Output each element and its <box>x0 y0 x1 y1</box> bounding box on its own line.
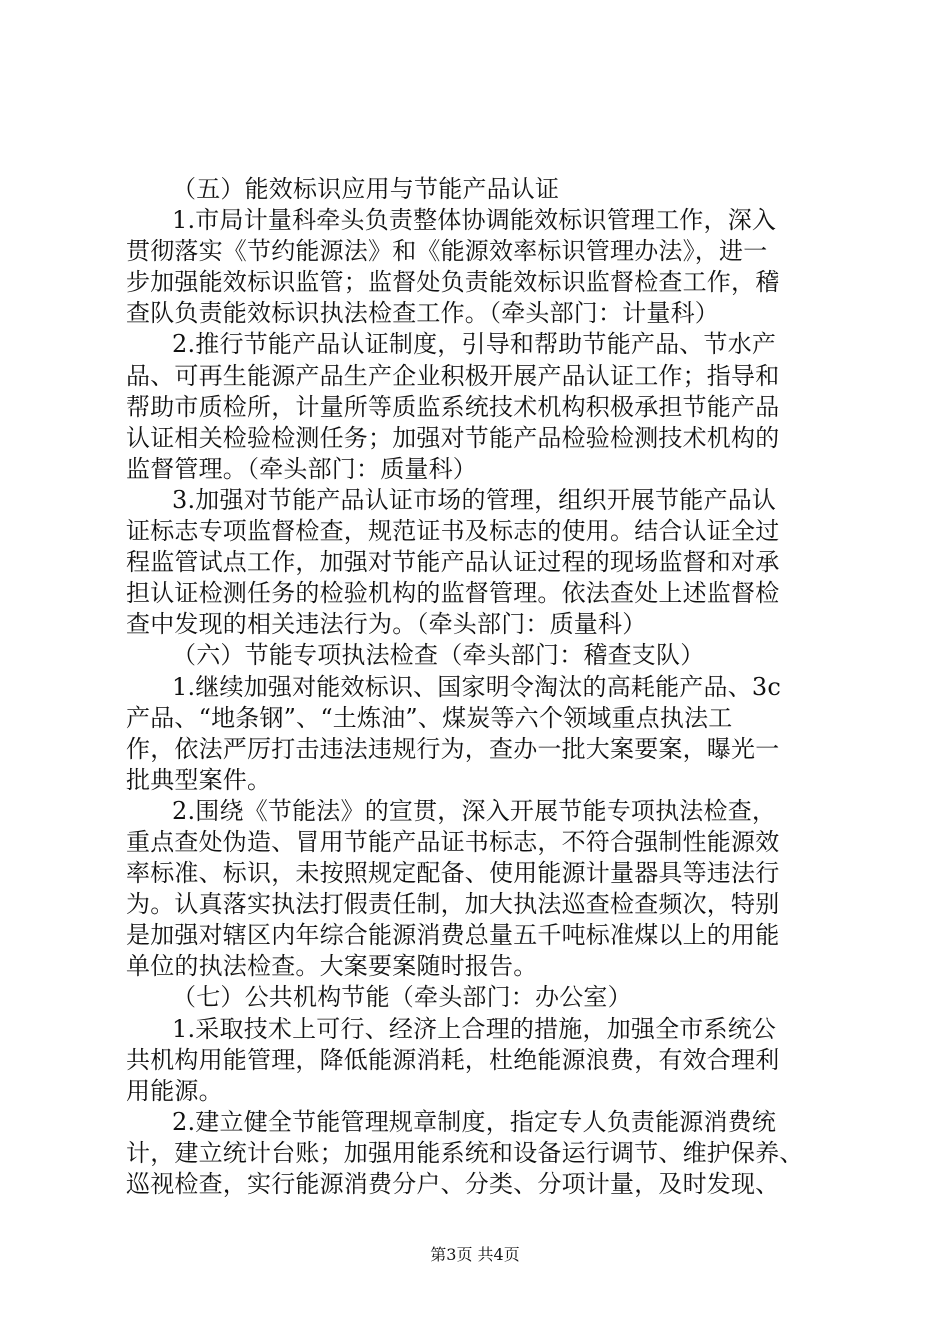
text-line: 贯彻落实《节约能源法》和《能源效率标识管理办法》，进一 <box>126 237 768 266</box>
text-line: 批典型案件。 <box>126 765 272 794</box>
text-line: （五）能效标识应用与节能产品认证 <box>172 175 560 203</box>
text-line: 监督管理。（牵头部门：质量科） <box>126 454 477 483</box>
text-line: 3.加强对节能产品认证市场的管理，组织开展节能产品认 <box>172 485 777 514</box>
text-line: 产品、“地条钢”、“土炼油”、煤炭等六个领域重点执法工 <box>126 703 733 732</box>
text-line: 巡视检查，实行能源消费分户、分类、分项计量，及时发现、 <box>126 1170 780 1198</box>
text-line: 认证相关检验检测任务；加强对节能产品检验检测技术机构的 <box>126 423 780 452</box>
text-line: 1.采取技术上可行、经济上合理的措施，加强全市系统公 <box>172 1014 777 1043</box>
text-line: 帮助市质检所，计量所等质监系统技术机构积极承担节能产品 <box>126 392 780 421</box>
text-line: 1.市局计量科牵头负责整体协调能效标识管理工作，深入 <box>172 206 777 235</box>
text-line: 为。认真落实执法打假责任制，加大执法巡查检查频次，特别 <box>126 890 780 919</box>
text-line: （七）公共机构节能（牵头部门：办公室） <box>172 983 632 1012</box>
text-line: 2.建立健全节能管理规章制度，指定专人负责能源消费统 <box>172 1107 777 1136</box>
text-line: 重点查处伪造、冒用节能产品证书标志，不符合强制性能源效 <box>126 827 780 856</box>
text-line: 品、可再生能源产品生产企业积极开展产品认证工作；指导和 <box>126 361 780 390</box>
text-line: 担认证检测任务的检验机构的监督管理。依法查处上述监督检 <box>126 579 780 608</box>
text-line: （六）节能专项执法检查（牵头部门：稽查支队） <box>172 641 705 670</box>
text-line: 单位的执法检查。大案要案随时报告。 <box>126 952 538 981</box>
text-line: 证标志专项监督检查，规范证书及标志的使用。结合认证全过 <box>126 517 780 546</box>
text-line: 用能源。 <box>126 1076 223 1105</box>
text-line: 2.推行节能产品认证制度，引导和帮助节能产品、节水产 <box>172 330 777 359</box>
text-line: 查队负责能效标识执法检查工作。（牵头部门：计量科） <box>126 299 719 328</box>
text-line: 程监管试点工作，加强对节能产品认证过程的现场监督和对承 <box>126 548 780 577</box>
text-line: 是加强对辖区内年综合能源消费总量五千吨标准煤以上的用能 <box>126 921 780 950</box>
document-body <box>126 174 832 1200</box>
text-line: 2.围绕《节能法》的宣贯，深入开展节能专项执法检查， <box>172 796 777 825</box>
text-line: 步加强能效标识监管；监督处负责能效标识监督检查工作，稽 <box>126 268 780 297</box>
text-line: 共机构用能管理，降低能源消耗，杜绝能源浪费，有效合理利 <box>126 1045 780 1074</box>
text-line: 计，建立统计台账；加强用能系统和设备运行调节、维护保养、 <box>126 1138 804 1167</box>
text-line: 作，依法严厉打击违法违规行为，查办一批大案要案，曝光一 <box>126 734 780 763</box>
page-footer: 第3页 共4页 <box>430 1245 520 1264</box>
text-line: 1.继续加强对能效标识、国家明令淘汰的高耗能产品、3c <box>172 672 782 701</box>
text-line: 率标准、标识，未按照规定配备、使用能源计量器具等违法行 <box>126 859 780 888</box>
text-line: 查中发现的相关违法行为。（牵头部门：质量科） <box>126 610 647 639</box>
